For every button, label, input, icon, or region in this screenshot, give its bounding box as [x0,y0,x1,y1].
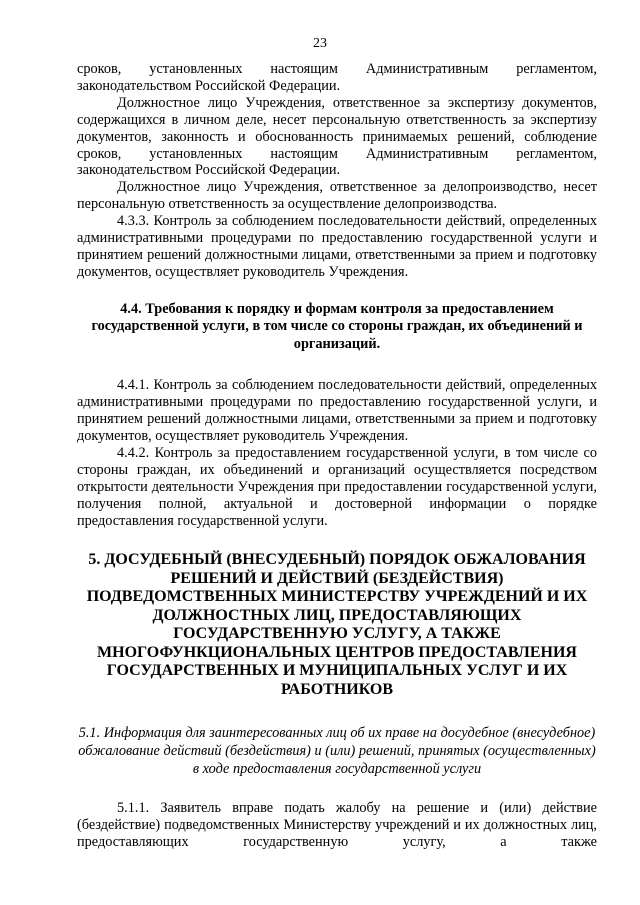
paragraph-4-4-1: 4.4.1. Контроль за соблюдением последовательности действий, определенных административными процедурами по предоставлению государственной услуги, и принятием решений должностными лицами, ответственными за прием и подготовку документов, осуществляет руководитель Учреждения. [77,377,597,444]
paragraph-4-4-2: 4.4.2. Контроль за предоставлением государственной услуги, в том числе со стороны граждан, их объединений и организаций осуществляется посредством открытости деятельности Учреждения при предоставлении государственной услуги, получения полной, актуальной и достоверной информации о порядке предоставления государственной услуги. [77,444,597,529]
document-body [77,61,597,851]
section-heading-4-4: 4.4. Требования к порядку и формам контроля за предоставлением государственной услуги, в том числе со стороны граждан, их объединений и организаций. [91,300,583,352]
paragraph-records-responsibility: Должностное лицо Учреждения, ответственное за делопроизводство, несет персональную ответственность за осуществление делопроизводства. [77,179,597,213]
paragraph-4-3-3: 4.3.3. Контроль за соблюдением последовательности действий, определенных административными процедурами по предоставлению государственной услуги и принятием решений должностными лицами, ответственными за прием и подготовку документов, осуществляет руководитель Учреждения. [77,213,597,280]
page-number: 23 [313,36,327,51]
paragraph-expertise-responsibility: Должностное лицо Учреждения, ответственное за экспертизу документов, содержащихся в личном деле, несет персональную ответственность за экспертизу документов, законность и обоснованность принимаемых решений, соблюдение сроков, установленных настоящим Административным регламентом, законодательством Российской Федерации. [77,94,597,179]
section-heading-5-1: 5.1. Информация для заинтересованных лиц об их праве на досудебное (внесудебное) обжалование действий (бездействия) и (или) решений, принятых (осуществленных) в ходе предоставления государственной услуги [78,725,596,778]
chapter-heading-5: 5. ДОСУДЕБНЫЙ (ВНЕСУДЕБНЫЙ) ПОРЯДОК ОБЖАЛОВАНИЯ РЕШЕНИЙ И ДЕЙСТВИЙ (БЕЗДЕЙСТВИЯ) ПОДВЕДОМСТВЕННЫХ МИНИСТЕРСТВУ УЧРЕЖДЕНИЙ И ИХ ДОЛЖНОСТНЫХ ЛИЦ, ПРЕДОСТАВЛЯЮЩИХ ГОСУДАРСТВЕННУЮ УСЛУГУ, А ТАКЖЕ МНОГОФУНКЦИОНАЛЬНЫХ ЦЕНТРОВ ПРЕДОСТАВЛЕНИЯ ГОСУДАРСТВЕННЫХ И МУНИЦИПАЛЬНЫХ УСЛУГ И ИХ РАБОТНИКОВ [86,551,588,698]
paragraph-5-1-1: 5.1.1. Заявитель вправе подать жалобу на решение и (или) действие (бездействие) подведомственных Министерству учреждений и их должностных лиц, предоставляющих государственную услугу, а также [77,800,597,851]
paragraph-continuation: сроков, установленных настоящим Административным регламентом, законодательством Российской Федерации. [77,61,597,94]
